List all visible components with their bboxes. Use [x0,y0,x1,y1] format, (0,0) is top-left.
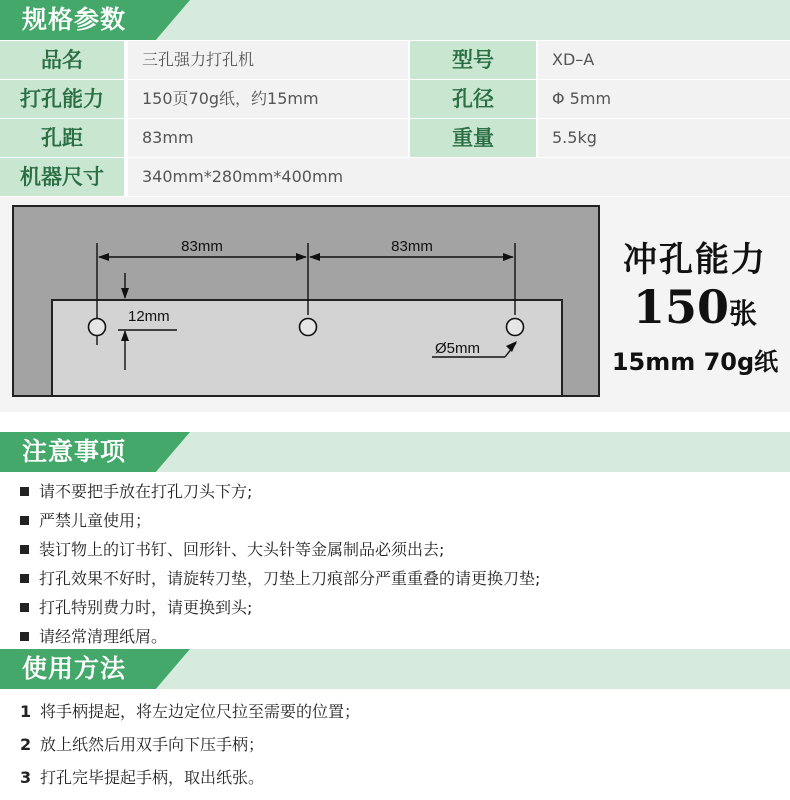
punch-hole [300,319,317,336]
spec-value: 340mm*280mm*400mm [128,158,790,196]
punch-hole [507,319,524,336]
spec-value: 5.5kg [538,119,790,157]
step-text: 放上纸然后用双手向下压手柄； [40,735,265,754]
spec-label: 孔距 [0,119,124,157]
capacity-value-line [600,280,790,334]
spec-label: 品名 [0,41,124,79]
spec-value: XD–A [538,41,790,79]
usage-header [0,649,790,689]
punch-hole [89,319,106,336]
spec-value: 150页70g纸，约15mm [128,80,408,118]
spec-label: 打孔能力 [0,80,124,118]
spec-value: 83mm [128,119,408,157]
spec-value: Φ 5mm [538,80,790,118]
bullet-square-icon [20,574,29,583]
bullet-square-icon [20,545,29,554]
bullet-square-icon [20,487,29,496]
spec-label: 孔径 [410,80,536,118]
bullet-square-icon [20,632,29,641]
spec-row [0,80,790,118]
hole-diameter-label: Ø5mm [435,340,480,357]
step-number: 3 [20,768,32,787]
bullet-square-icon [20,603,29,612]
capacity-title: 冲孔能力 [623,240,767,280]
hole-diagram [12,205,600,397]
capacity-unit: 张 [729,297,758,330]
step-number: 1 [20,702,32,721]
step-text: 打孔完毕提起手柄，取出纸张。 [40,768,265,787]
step-number: 2 [20,735,32,754]
edge-distance-label: 12mm [128,308,170,325]
notes-title: 注意事项 [22,437,127,466]
spec-row [0,119,790,157]
spec-value: 三孔强力打孔机 [128,41,408,79]
spec-label: 型号 [410,41,536,79]
spacing-right-label: 83mm [391,238,433,255]
spec-row [0,158,790,196]
spec-row [0,41,790,79]
step-text: 将手柄提起，将左边定位尺拉至需要的位置； [40,702,361,721]
spacing-left-label: 83mm [181,238,223,255]
spec-label: 机器尺寸 [0,158,124,196]
spec-label: 重量 [410,119,536,157]
notes-header [0,432,790,472]
specs-header [0,0,790,40]
specs-title: 规格参数 [22,5,127,34]
usage-title: 使用方法 [22,654,127,683]
capacity-note: 15mm 70g纸 [611,348,779,376]
capacity-value: 150 [632,280,729,334]
bullet-square-icon [20,516,29,525]
